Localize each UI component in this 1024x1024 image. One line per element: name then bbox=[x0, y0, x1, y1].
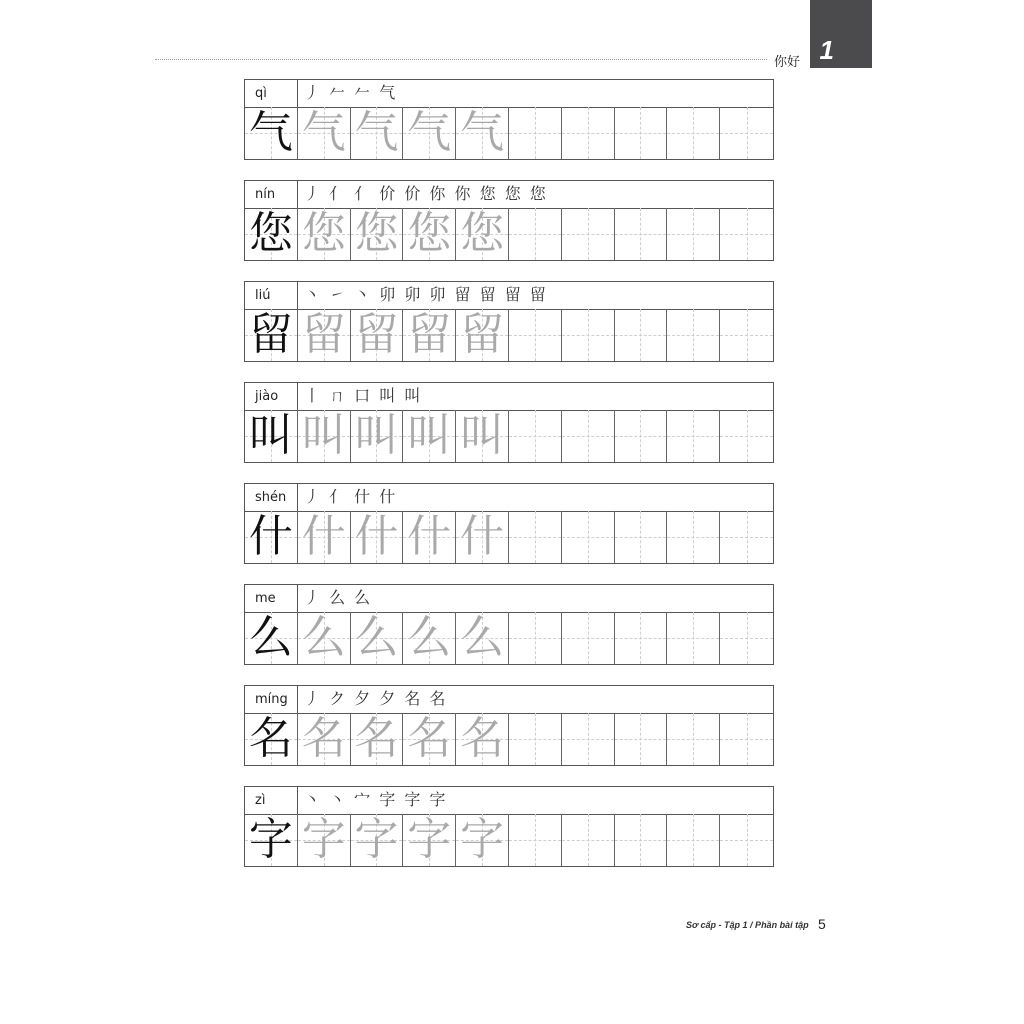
character-box bbox=[456, 107, 509, 159]
character-box bbox=[245, 309, 298, 361]
writing-box[interactable] bbox=[720, 814, 773, 866]
footer-book-title: Sơ cấp - Tập 1 / Phần bài tập bbox=[686, 920, 809, 930]
model-character: 您 bbox=[248, 208, 293, 259]
writing-box[interactable] bbox=[562, 309, 615, 361]
writing-box[interactable] bbox=[615, 814, 668, 866]
character-box bbox=[351, 410, 404, 462]
writing-box[interactable] bbox=[615, 511, 668, 563]
trace-character: 字 bbox=[460, 814, 505, 865]
trace-character: 字 bbox=[301, 814, 346, 865]
writing-box[interactable] bbox=[720, 107, 773, 159]
trace-character: 名 bbox=[354, 713, 399, 764]
writing-grid bbox=[244, 410, 774, 463]
model-character: 叫 bbox=[248, 410, 293, 461]
chapter-tab bbox=[810, 0, 872, 68]
trace-character: 您 bbox=[407, 208, 452, 259]
character-box bbox=[456, 208, 509, 260]
writing-box[interactable] bbox=[615, 713, 668, 765]
writing-box[interactable] bbox=[667, 410, 720, 462]
stroke-order-sequence: 丿 亻 什 什 bbox=[304, 487, 398, 506]
writing-grid bbox=[244, 814, 774, 867]
trace-character: 什 bbox=[354, 511, 399, 562]
character-box bbox=[245, 107, 298, 159]
trace-character: 名 bbox=[407, 713, 452, 764]
stroke-order-sequence: 丨 ㄇ 口 叫 叫 bbox=[304, 386, 423, 405]
writing-box[interactable] bbox=[509, 107, 562, 159]
stroke-order-sequence: 丶 丶 宀 字 字 字 bbox=[304, 790, 448, 809]
character-box bbox=[403, 612, 456, 664]
character-box bbox=[351, 107, 404, 159]
writing-box[interactable] bbox=[720, 208, 773, 260]
pinyin-label: míng bbox=[245, 686, 298, 713]
character-box bbox=[298, 612, 351, 664]
character-box bbox=[245, 612, 298, 664]
writing-grid bbox=[244, 107, 774, 160]
writing-box[interactable] bbox=[562, 208, 615, 260]
writing-box[interactable] bbox=[562, 713, 615, 765]
writing-box[interactable] bbox=[720, 713, 773, 765]
trace-character: 什 bbox=[460, 511, 505, 562]
trace-character: 留 bbox=[301, 309, 346, 360]
trace-character: 叫 bbox=[460, 410, 505, 461]
model-character: 么 bbox=[248, 612, 293, 663]
character-box bbox=[403, 511, 456, 563]
writing-box[interactable] bbox=[720, 511, 773, 563]
model-character: 气 bbox=[248, 107, 293, 158]
stroke-order-row bbox=[244, 483, 774, 512]
character-box bbox=[298, 309, 351, 361]
writing-grid bbox=[244, 713, 774, 766]
writing-box[interactable] bbox=[562, 814, 615, 866]
trace-character: 叫 bbox=[354, 410, 399, 461]
trace-character: 名 bbox=[301, 713, 346, 764]
trace-character: 么 bbox=[460, 612, 505, 663]
trace-character: 么 bbox=[407, 612, 452, 663]
trace-character: 留 bbox=[354, 309, 399, 360]
character-box bbox=[456, 511, 509, 563]
trace-character: 气 bbox=[407, 107, 452, 158]
writing-box[interactable] bbox=[720, 612, 773, 664]
writing-box[interactable] bbox=[667, 309, 720, 361]
character-box bbox=[403, 208, 456, 260]
character-box bbox=[298, 713, 351, 765]
pinyin-label: jiào bbox=[245, 383, 298, 410]
writing-box[interactable] bbox=[615, 309, 668, 361]
character-box bbox=[245, 713, 298, 765]
trace-character: 您 bbox=[301, 208, 346, 259]
writing-box[interactable] bbox=[615, 612, 668, 664]
trace-character: 什 bbox=[301, 511, 346, 562]
character-box bbox=[351, 511, 404, 563]
writing-box[interactable] bbox=[509, 814, 562, 866]
character-box bbox=[351, 713, 404, 765]
pinyin-label: shén bbox=[245, 484, 298, 511]
trace-character: 字 bbox=[407, 814, 452, 865]
stroke-order-row bbox=[244, 382, 774, 411]
character-box bbox=[403, 107, 456, 159]
trace-character: 气 bbox=[460, 107, 505, 158]
pinyin-label: liú bbox=[245, 282, 298, 309]
writing-box[interactable] bbox=[562, 410, 615, 462]
lesson-title: 你好 bbox=[774, 55, 801, 70]
character-box bbox=[456, 612, 509, 664]
model-character: 什 bbox=[248, 511, 293, 562]
writing-box[interactable] bbox=[509, 511, 562, 563]
trace-character: 叫 bbox=[407, 410, 452, 461]
writing-grid bbox=[244, 309, 774, 362]
trace-character: 留 bbox=[407, 309, 452, 360]
stroke-order-sequence: 丿 么 么 bbox=[304, 588, 373, 607]
trace-character: 名 bbox=[460, 713, 505, 764]
character-box bbox=[403, 814, 456, 866]
character-box bbox=[403, 713, 456, 765]
model-character: 留 bbox=[248, 309, 293, 360]
pinyin-label: me bbox=[245, 585, 298, 612]
model-character: 名 bbox=[248, 713, 293, 764]
writing-box[interactable] bbox=[667, 511, 720, 563]
writing-box[interactable] bbox=[509, 713, 562, 765]
character-box bbox=[245, 208, 298, 260]
stroke-order-row bbox=[244, 79, 774, 108]
writing-box[interactable] bbox=[562, 107, 615, 159]
stroke-order-row bbox=[244, 786, 774, 815]
writing-box[interactable] bbox=[720, 410, 773, 462]
writing-box[interactable] bbox=[667, 612, 720, 664]
character-box bbox=[351, 309, 404, 361]
character-box bbox=[245, 814, 298, 866]
character-box bbox=[403, 410, 456, 462]
writing-grid bbox=[244, 511, 774, 564]
character-box bbox=[456, 814, 509, 866]
writing-box[interactable] bbox=[562, 511, 615, 563]
trace-character: 叫 bbox=[301, 410, 346, 461]
writing-box[interactable] bbox=[615, 410, 668, 462]
trace-character: 留 bbox=[460, 309, 505, 360]
writing-box[interactable] bbox=[667, 107, 720, 159]
stroke-order-row bbox=[244, 584, 774, 613]
character-box bbox=[298, 208, 351, 260]
character-box bbox=[351, 208, 404, 260]
pinyin-label: zì bbox=[245, 787, 298, 814]
character-box bbox=[456, 410, 509, 462]
trace-character: 气 bbox=[301, 107, 346, 158]
writing-box[interactable] bbox=[615, 208, 668, 260]
trace-character: 气 bbox=[354, 107, 399, 158]
writing-grid bbox=[244, 208, 774, 261]
chapter-number: 1 bbox=[819, 35, 834, 65]
character-box bbox=[456, 309, 509, 361]
page-number: 5 bbox=[818, 916, 826, 932]
trace-character: 您 bbox=[354, 208, 399, 259]
writing-box[interactable] bbox=[667, 814, 720, 866]
writing-box[interactable] bbox=[615, 107, 668, 159]
writing-box[interactable] bbox=[509, 208, 562, 260]
character-box bbox=[298, 410, 351, 462]
writing-box[interactable] bbox=[720, 309, 773, 361]
character-box bbox=[298, 814, 351, 866]
stroke-order-row bbox=[244, 685, 774, 714]
writing-box[interactable] bbox=[509, 410, 562, 462]
character-box bbox=[298, 107, 351, 159]
writing-grid bbox=[244, 612, 774, 665]
stroke-order-sequence: 丿 亻 亻 价 价 你 你 您 您 您 bbox=[304, 184, 548, 203]
character-box bbox=[245, 410, 298, 462]
header-divider bbox=[155, 59, 767, 60]
trace-character: 字 bbox=[354, 814, 399, 865]
stroke-order-sequence: 丿 ク 夕 夕 名 名 bbox=[304, 689, 448, 708]
trace-character: 么 bbox=[354, 612, 399, 663]
trace-character: 么 bbox=[301, 612, 346, 663]
character-box bbox=[351, 612, 404, 664]
writing-box[interactable] bbox=[509, 612, 562, 664]
writing-box[interactable] bbox=[667, 713, 720, 765]
trace-character: 您 bbox=[460, 208, 505, 259]
stroke-order-sequence: 丿 𠂉 𠂉 气 bbox=[304, 83, 398, 102]
model-character: 字 bbox=[248, 814, 293, 865]
character-box bbox=[245, 511, 298, 563]
writing-box[interactable] bbox=[509, 309, 562, 361]
stroke-order-sequence: 丶 ㇀ 丶 卯 卯 卯 留 留 留 留 bbox=[304, 285, 548, 304]
stroke-order-row bbox=[244, 281, 774, 310]
character-box bbox=[298, 511, 351, 563]
pinyin-label: nín bbox=[245, 181, 298, 208]
stroke-order-row bbox=[244, 180, 774, 209]
writing-box[interactable] bbox=[667, 208, 720, 260]
character-box bbox=[456, 713, 509, 765]
character-box bbox=[403, 309, 456, 361]
character-box bbox=[351, 814, 404, 866]
pinyin-label: qì bbox=[245, 80, 298, 107]
trace-character: 什 bbox=[407, 511, 452, 562]
writing-box[interactable] bbox=[562, 612, 615, 664]
